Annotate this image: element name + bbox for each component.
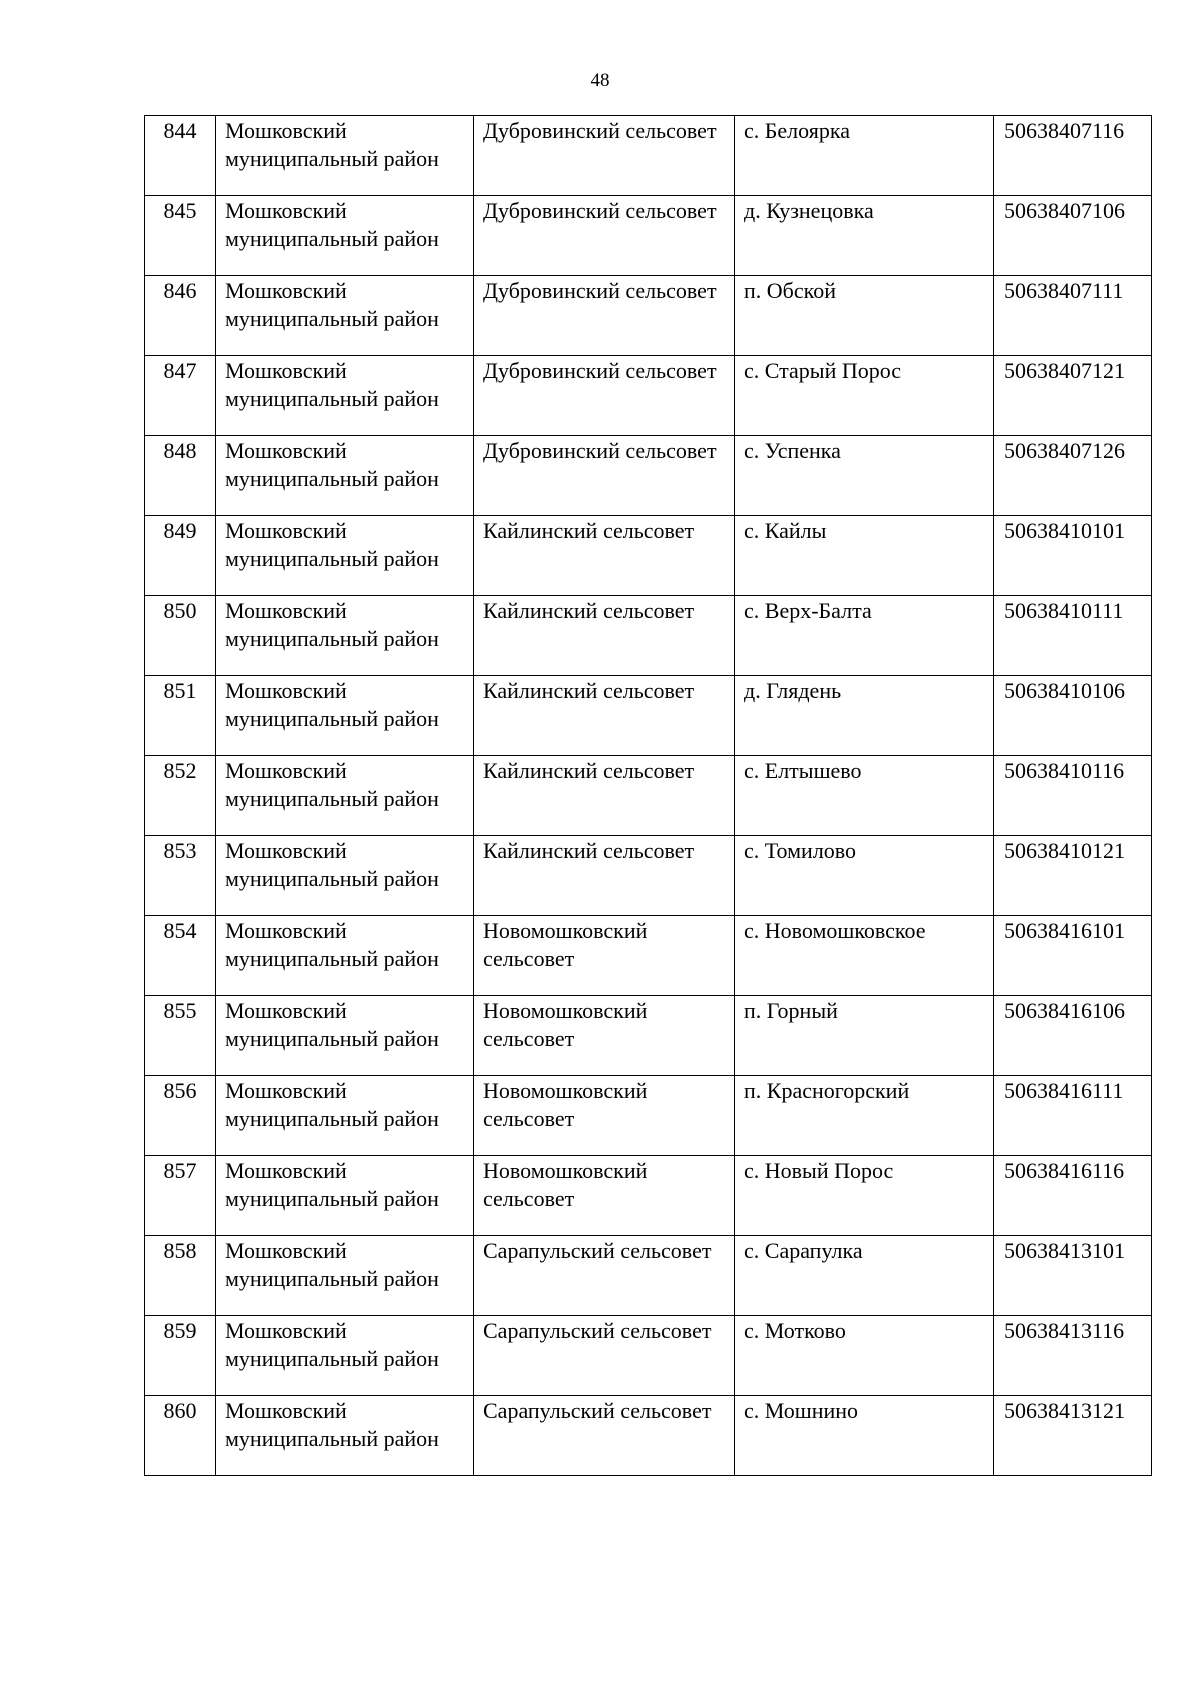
code-cell: 50638407111: [994, 276, 1152, 356]
district-cell: Мошковский муниципальный район: [216, 1156, 474, 1236]
council-cell: Новомошковский сельсовет: [474, 996, 735, 1076]
row-number-cell: 856: [145, 1076, 216, 1156]
council-cell: Кайлинский сельсовет: [474, 756, 735, 836]
code-cell: 50638413116: [994, 1316, 1152, 1396]
district-cell: Мошковский муниципальный район: [216, 516, 474, 596]
row-number-cell: 860: [145, 1396, 216, 1476]
code-cell: 50638416111: [994, 1076, 1152, 1156]
district-cell: Мошковский муниципальный район: [216, 756, 474, 836]
row-number-cell: 851: [145, 676, 216, 756]
district-cell: Мошковский муниципальный район: [216, 1316, 474, 1396]
table-row: [145, 1316, 1152, 1396]
row-number-cell: 855: [145, 996, 216, 1076]
council-cell: Кайлинский сельсовет: [474, 516, 735, 596]
code-cell: 50638407116: [994, 116, 1152, 196]
council-cell: Кайлинский сельсовет: [474, 676, 735, 756]
table-row: [145, 756, 1152, 836]
council-cell: Сарапульский сельсовет: [474, 1396, 735, 1476]
district-cell: Мошковский муниципальный район: [216, 116, 474, 196]
table-row: [145, 596, 1152, 676]
table-body: [145, 116, 1152, 1476]
table-row: [145, 116, 1152, 196]
locality-cell: с. Успенка: [735, 436, 994, 516]
code-cell: 50638416116: [994, 1156, 1152, 1236]
locality-cell: с. Кайлы: [735, 516, 994, 596]
table-row: [145, 356, 1152, 436]
table-row: [145, 996, 1152, 1076]
code-cell: 50638407126: [994, 436, 1152, 516]
locality-cell: с. Сарапулка: [735, 1236, 994, 1316]
council-cell: Сарапульский сельсовет: [474, 1316, 735, 1396]
code-cell: 50638410111: [994, 596, 1152, 676]
locality-cell: д. Глядень: [735, 676, 994, 756]
council-cell: Дубровинский сельсовет: [474, 196, 735, 276]
district-cell: Мошковский муниципальный район: [216, 436, 474, 516]
district-cell: Мошковский муниципальный район: [216, 836, 474, 916]
district-cell: Мошковский муниципальный район: [216, 596, 474, 676]
table-row: [145, 516, 1152, 596]
council-cell: Новомошковский сельсовет: [474, 916, 735, 996]
table-row: [145, 836, 1152, 916]
district-cell: Мошковский муниципальный район: [216, 916, 474, 996]
locality-cell: с. Новый Порос: [735, 1156, 994, 1236]
table-row: [145, 276, 1152, 356]
row-number-cell: 844: [145, 116, 216, 196]
district-cell: Мошковский муниципальный район: [216, 676, 474, 756]
row-number-cell: 845: [145, 196, 216, 276]
council-cell: Дубровинский сельсовет: [474, 356, 735, 436]
locality-cell: п. Обской: [735, 276, 994, 356]
district-cell: Мошковский муниципальный район: [216, 996, 474, 1076]
locality-cell: с. Старый Порос: [735, 356, 994, 436]
district-cell: Мошковский муниципальный район: [216, 1236, 474, 1316]
council-cell: Дубровинский сельсовет: [474, 276, 735, 356]
district-cell: Мошковский муниципальный район: [216, 276, 474, 356]
code-cell: 50638407121: [994, 356, 1152, 436]
council-cell: Дубровинский сельсовет: [474, 116, 735, 196]
code-cell: 50638410106: [994, 676, 1152, 756]
table-row: [145, 916, 1152, 996]
row-number-cell: 847: [145, 356, 216, 436]
council-cell: Кайлинский сельсовет: [474, 596, 735, 676]
row-number-cell: 849: [145, 516, 216, 596]
district-cell: Мошковский муниципальный район: [216, 1396, 474, 1476]
row-number-cell: 857: [145, 1156, 216, 1236]
code-cell: 50638410101: [994, 516, 1152, 596]
row-number-cell: 853: [145, 836, 216, 916]
table-row: [145, 676, 1152, 756]
row-number-cell: 850: [145, 596, 216, 676]
code-cell: 50638413121: [994, 1396, 1152, 1476]
row-number-cell: 852: [145, 756, 216, 836]
locality-cell: с. Верх-Балта: [735, 596, 994, 676]
table-row: [145, 1236, 1152, 1316]
table-row: [145, 1156, 1152, 1236]
council-cell: Кайлинский сельсовет: [474, 836, 735, 916]
district-cell: Мошковский муниципальный район: [216, 356, 474, 436]
locality-cell: п. Красногорский: [735, 1076, 994, 1156]
district-cell: Мошковский муниципальный район: [216, 196, 474, 276]
table-row: [145, 196, 1152, 276]
code-cell: 50638416106: [994, 996, 1152, 1076]
locality-cell: д. Кузнецовка: [735, 196, 994, 276]
council-cell: Новомошковский сельсовет: [474, 1156, 735, 1236]
code-cell: 50638413101: [994, 1236, 1152, 1316]
locality-cell: с. Мотково: [735, 1316, 994, 1396]
code-cell: 50638410116: [994, 756, 1152, 836]
settlements-table: [144, 115, 1152, 1476]
table-row: [145, 436, 1152, 516]
locality-cell: с. Томилово: [735, 836, 994, 916]
page-number: 48: [590, 70, 610, 91]
council-cell: Новомошковский сельсовет: [474, 1076, 735, 1156]
locality-cell: с. Мошнино: [735, 1396, 994, 1476]
locality-cell: с. Елтышево: [735, 756, 994, 836]
row-number-cell: 846: [145, 276, 216, 356]
code-cell: 50638407106: [994, 196, 1152, 276]
district-cell: Мошковский муниципальный район: [216, 1076, 474, 1156]
locality-cell: с. Новомошковское: [735, 916, 994, 996]
row-number-cell: 854: [145, 916, 216, 996]
table-row: [145, 1076, 1152, 1156]
council-cell: Дубровинский сельсовет: [474, 436, 735, 516]
table-row: [145, 1396, 1152, 1476]
locality-cell: п. Горный: [735, 996, 994, 1076]
row-number-cell: 859: [145, 1316, 216, 1396]
code-cell: 50638416101: [994, 916, 1152, 996]
code-cell: 50638410121: [994, 836, 1152, 916]
locality-cell: с. Белоярка: [735, 116, 994, 196]
row-number-cell: 858: [145, 1236, 216, 1316]
row-number-cell: 848: [145, 436, 216, 516]
council-cell: Сарапульский сельсовет: [474, 1236, 735, 1316]
